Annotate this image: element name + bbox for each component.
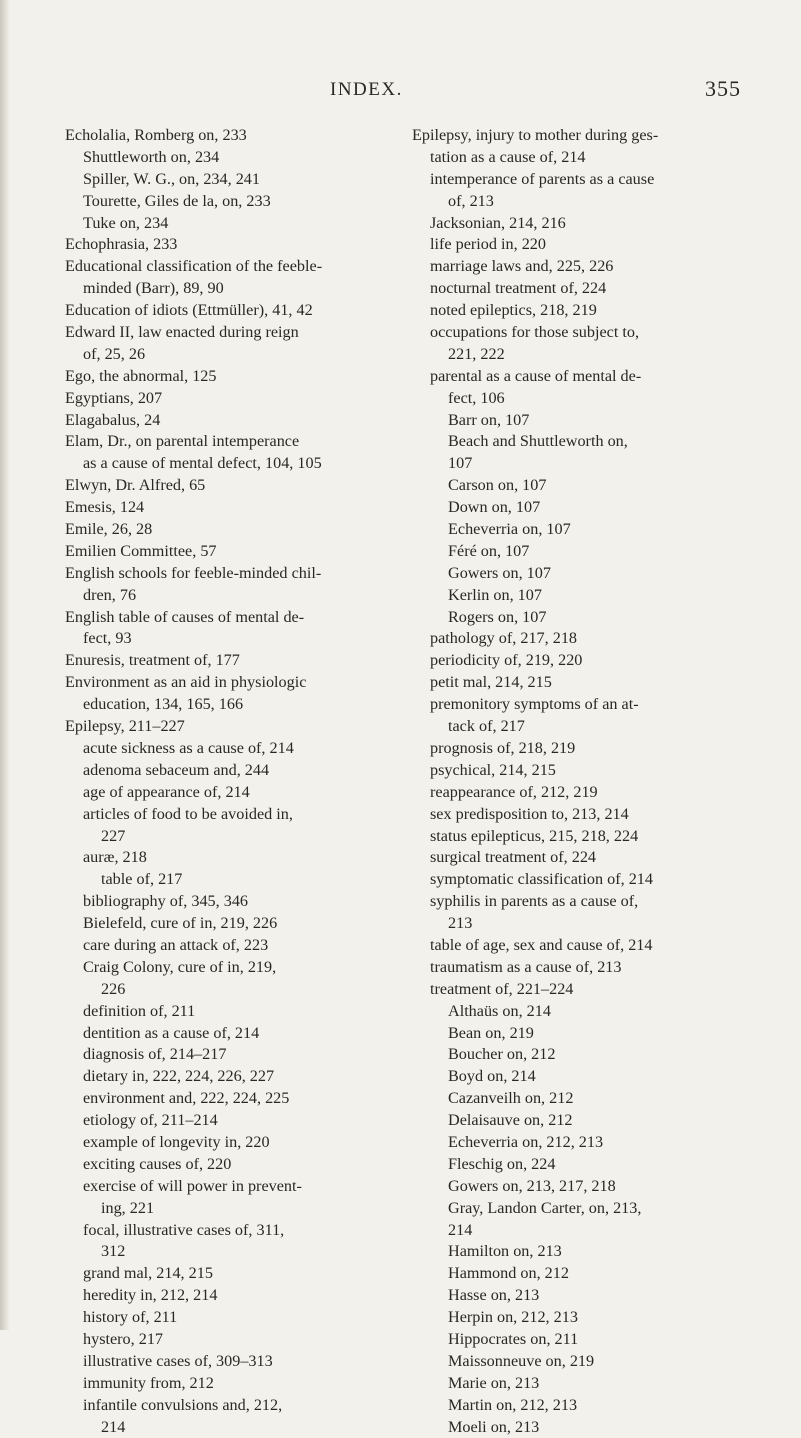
index-subentry: petit mal, 214, 215 (430, 673, 552, 692)
index-subentry: definition of, 211 (83, 1001, 196, 1020)
index-column-left (65, 125, 395, 1438)
index-subentry: exciting causes of, 220 (83, 1154, 232, 1173)
index-subentry: psychical, 214, 215 (430, 760, 556, 779)
index-entry: English schools for feeble-minded chil- (65, 563, 322, 582)
index-subentry: Echeverria on, 107 (448, 520, 571, 539)
index-subentry: Tuke on, 234 (83, 213, 169, 232)
index-entry: Edward II, law enacted during reign (65, 323, 299, 342)
running-head: INDEX. (330, 79, 403, 100)
index-subentry: acute sickness as a cause of, 214 (83, 738, 294, 757)
index-subentry: Féré on, 107 (448, 541, 530, 560)
page-number: 355 (705, 76, 741, 101)
index-subentry: 227 (101, 826, 126, 845)
index-subentry: premonitory symptoms of an at- (430, 695, 639, 714)
index-subentry: dietary in, 222, 224, 226, 227 (83, 1067, 275, 1086)
index-subentry: reappearance of, 212, 219 (430, 782, 598, 801)
index-entry: Echolalia, Romberg on, 233 (65, 126, 247, 144)
index-subentry: 214 (448, 1220, 473, 1239)
index-subentry: Jacksonian, 214, 216 (430, 213, 566, 232)
index-entry: Educational classification of the feeble- (65, 257, 323, 276)
index-entry: Emile, 26, 28 (65, 520, 153, 539)
index-subentry: Maissonneuve on, 219 (448, 1351, 595, 1370)
index-column-right (412, 125, 739, 1438)
index-subentry: noted epileptics, 218, 219 (430, 301, 597, 320)
index-subentry: symptomatic classification of, 214 (430, 870, 653, 889)
index-subentry: auræ, 218 (83, 848, 147, 867)
index-subentry: 213 (448, 914, 473, 933)
index-subentry: Marie on, 213 (448, 1373, 540, 1392)
index-subentry: Echeverria on, 212, 213 (448, 1132, 604, 1151)
index-subentry: ing, 221 (101, 1198, 155, 1217)
index-subentry: Shuttleworth on, 234 (83, 147, 220, 166)
index-subentry: grand mal, 214, 215 (83, 1264, 213, 1283)
index-subentry: 312 (101, 1242, 126, 1261)
index-subentry: surgical treatment of, 224 (430, 848, 597, 867)
index-subentry: Hamilton on, 213 (448, 1242, 562, 1261)
index-subentry: nocturnal treatment of, 224 (430, 279, 607, 298)
index-subentry: articles of food to be avoided in, (83, 804, 293, 823)
index-subentry: of, 25, 26 (83, 344, 146, 363)
index-subentry: age of appearance of, 214 (83, 782, 250, 801)
page-spine-shadow (0, 0, 10, 1330)
page-header (0, 78, 801, 108)
index-subentry: Craig Colony, cure of in, 219, (83, 957, 277, 976)
index-subentry: bibliography of, 345, 346 (83, 892, 249, 911)
index-subentry: intemperance of parents as a cause (430, 169, 655, 188)
index-subentry: hystero, 217 (83, 1329, 164, 1348)
index-subentry: periodicity of, 219, 220 (430, 651, 583, 670)
index-subentry: care during an attack of, 223 (83, 935, 269, 954)
index-subentry: 226 (101, 979, 126, 998)
index-subentry: parental as a cause of mental de- (430, 366, 642, 385)
index-subentry: Boyd on, 214 (448, 1067, 536, 1086)
index-entry: Elwyn, Dr. Alfred, 65 (65, 476, 206, 495)
index-subentry: fect, 93 (83, 629, 132, 648)
index-subentry: Delaisauve on, 212 (448, 1111, 573, 1130)
index-subentry: education, 134, 165, 166 (83, 695, 244, 714)
index-entry: Enuresis, treatment of, 177 (65, 651, 240, 670)
index-entry: Epilepsy, 211–227 (65, 717, 185, 736)
index-subentry: treatment of, 221–224 (430, 979, 574, 998)
index-subentry: Gowers on, 213, 217, 218 (448, 1176, 616, 1195)
index-subentry: minded (Barr), 89, 90 (83, 279, 224, 298)
index-subentry: 221, 222 (448, 344, 505, 363)
index-subentry: Spiller, W. G., on, 234, 241 (83, 169, 260, 188)
index-subentry: syphilis in parents as a cause of, (430, 892, 639, 911)
index-subentry: diagnosis of, 214–217 (83, 1045, 227, 1064)
index-entry: Environment as an aid in physiologic (65, 673, 307, 692)
index-subentry: example of longevity in, 220 (83, 1132, 270, 1151)
index-entry: Education of idiots (Ettmüller), 41, 42 (65, 301, 313, 320)
index-entry: English table of causes of mental de- (65, 607, 305, 626)
index-subentry: Carson on, 107 (448, 476, 547, 495)
index-entry: Elagabalus, 24 (65, 410, 161, 429)
index-entry: Epilepsy, injury to mother during ges- (412, 126, 659, 144)
index-subentry: Cazanveilh on, 212 (448, 1089, 574, 1108)
index-subentry: Kerlin on, 107 (448, 585, 542, 604)
index-subentry: life period in, 220 (430, 235, 546, 254)
index-subentry: Hippocrates on, 211 (448, 1329, 579, 1348)
index-entry: Emilien Committee, 57 (65, 541, 217, 560)
index-subentry: marriage laws and, 225, 226 (430, 257, 614, 276)
index-entry: Emesis, 124 (65, 498, 145, 517)
index-subentry: 107 (448, 454, 473, 473)
index-subentry: Martin on, 212, 213 (448, 1395, 578, 1414)
index-subentry: Tourette, Giles de la, on, 233 (83, 191, 271, 210)
index-subentry: adenoma sebaceum and, 244 (83, 760, 270, 779)
index-subentry: Moeli on, 213 (448, 1417, 540, 1436)
index-subentry: Gray, Landon Carter, on, 213, (448, 1198, 642, 1217)
index-subentry: fect, 106 (448, 388, 505, 407)
index-subentry: Hasse on, 213 (448, 1286, 540, 1305)
index-subentry: history of, 211 (83, 1308, 178, 1327)
index-subentry: exercise of will power in prevent- (83, 1176, 302, 1195)
index-subentry: Fleschig on, 224 (448, 1154, 556, 1173)
index-subentry: heredity in, 212, 214 (83, 1286, 218, 1305)
index-subentry: dentition as a cause of, 214 (83, 1023, 260, 1042)
index-subentry: status epilepticus, 215, 218, 224 (430, 826, 639, 845)
index-subentry: pathology of, 217, 218 (430, 629, 578, 648)
index-subentry: Down on, 107 (448, 498, 541, 517)
index-subentry: dren, 76 (83, 585, 137, 604)
index-subentry: Althaüs on, 214 (448, 1001, 551, 1020)
index-subentry: table of, 217 (101, 870, 183, 889)
index-subentry: focal, illustrative cases of, 311, (83, 1220, 285, 1239)
index-entry: Elam, Dr., on parental intemperance (65, 432, 300, 451)
index-subentry: Beach and Shuttleworth on, (448, 432, 628, 451)
index-subentry: Bean on, 219 (448, 1023, 534, 1042)
index-entry: Echophrasia, 233 (65, 235, 178, 254)
index-entry: Ego, the abnormal, 125 (65, 366, 217, 385)
index-subentry: 214 (101, 1417, 126, 1436)
index-subentry: tack of, 217 (448, 717, 525, 736)
index-subentry: Barr on, 107 (448, 410, 530, 429)
index-subentry: prognosis of, 218, 219 (430, 738, 576, 757)
index-subentry: tation as a cause of, 214 (430, 147, 586, 166)
index-subentry: infantile convulsions and, 212, (83, 1395, 283, 1414)
index-subentry: Rogers on, 107 (448, 607, 547, 626)
index-subentry: traumatism as a cause of, 213 (430, 957, 622, 976)
index-subentry: sex predisposition to, 213, 214 (430, 804, 629, 823)
index-subentry: occupations for those subject to, (430, 323, 640, 342)
index-entry: Egyptians, 207 (65, 388, 163, 407)
index-subentry: illustrative cases of, 309–313 (83, 1351, 273, 1370)
index-subentry: Hammond on, 212 (448, 1264, 569, 1283)
index-subentry: Boucher on, 212 (448, 1045, 556, 1064)
index-subentry: Gowers on, 107 (448, 563, 551, 582)
index-subentry: as a cause of mental defect, 104, 105 (83, 454, 322, 473)
index-subentry: etiology of, 211–214 (83, 1111, 218, 1130)
index-subentry: table of age, sex and cause of, 214 (430, 935, 653, 954)
index-subentry: of, 213 (448, 191, 494, 210)
index-subentry: environment and, 222, 224, 225 (83, 1089, 290, 1108)
index-subentry: Herpin on, 212, 213 (448, 1308, 578, 1327)
index-subentry: immunity from, 212 (83, 1373, 214, 1392)
index-subentry: Bielefeld, cure of in, 219, 226 (83, 914, 278, 933)
